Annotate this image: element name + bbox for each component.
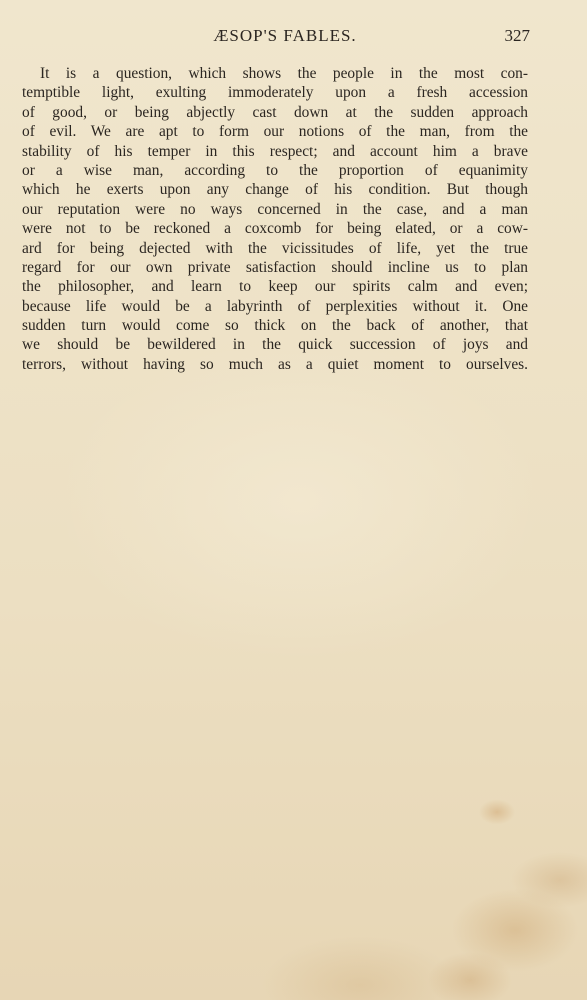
- text-line: the philosopher, and learn to keep our spirits calm and even;: [22, 278, 528, 296]
- text-line: stability of his temper in this respect; and account him a brave: [22, 142, 528, 160]
- page-header: [40, 26, 530, 48]
- text-line: of good, or being abjectly cast down at the sudden approach: [22, 103, 528, 121]
- text-line: of evil. We are apt to form our notions of the man, from the: [22, 123, 528, 141]
- text-line: ard for being dejected with the vicissitudes of life, yet the true: [22, 239, 528, 257]
- text-line: sudden turn would come so thick on the back of another, that: [22, 317, 528, 335]
- body-paragraph: [22, 64, 528, 374]
- text-line: our reputation were no ways concerned in the case, and a man: [22, 200, 528, 218]
- text-line: because life would be a labyrinth of perplexities without it. One: [22, 297, 528, 315]
- text-line: terrors, without having so much as a quiet moment to ourselves.: [22, 355, 528, 373]
- running-head: ÆSOP'S FABLES.: [213, 26, 357, 45]
- text-line: which he exerts upon any change of his condition. But though: [22, 181, 528, 199]
- text-line: temptible light, exulting immoderately upon a fresh accession: [22, 84, 528, 102]
- text-line: It is a question, which shows the people in the most con-: [40, 65, 528, 82]
- text-line: regard for our own private satisfaction should incline us to plan: [22, 258, 528, 276]
- page-number: 327: [504, 26, 530, 45]
- text-line: were not to be reckoned a coxcomb for being elated, or a cow-: [22, 220, 528, 238]
- text-line: we should be bewildered in the quick succession of joys and: [22, 336, 528, 354]
- text-line: or a wise man, according to the proportion of equanimity: [22, 161, 528, 179]
